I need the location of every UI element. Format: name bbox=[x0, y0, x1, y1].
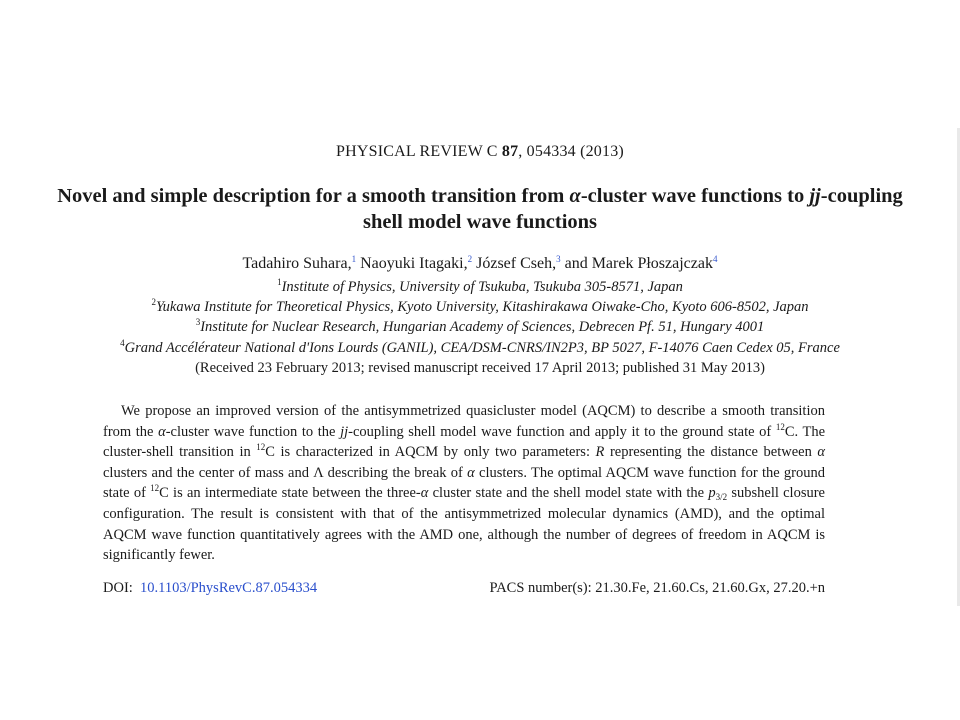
title-part1: Novel and simple description for a smooth transition from bbox=[57, 185, 570, 207]
abstract-superscript: 12 bbox=[775, 421, 785, 432]
author-list bbox=[0, 255, 960, 273]
abstract-symbol: α bbox=[817, 444, 825, 461]
affiliation-text: Institute for Nuclear Research, Hungarian Academy of Sciences, Debrecen Pf. 51, Hungary 4001 bbox=[200, 319, 765, 335]
affiliation-text: Institute of Physics, University of Tsukuba, Tsukuba 305-8571, Japan bbox=[281, 279, 683, 295]
author-name: József Cseh, bbox=[472, 255, 557, 272]
abstract-text: subshell closure configuration. The result is consistent with that of the antisymmetrized molecular dynamics (AMD), and the optimal AQCM wave function quantitatively agrees with the AMD one, although the number of degrees of freedom in AQCM is significantly fewer. bbox=[103, 485, 825, 564]
abstract-symbol: α bbox=[420, 485, 429, 502]
affiliation-number: 1 bbox=[277, 277, 282, 287]
author-name: Naoyuki Itagaki, bbox=[356, 255, 468, 272]
affiliation-text: Yukawa Institute for Theoretical Physics, Kyoto University, Kitashirakawa Oiwake-Cho, Kyoto 606-8502, Japan bbox=[155, 299, 809, 315]
affiliation-text: Grand Accélérateur National d'Ions Lourds (GANIL), CEA/DSM-CNRS/IN2P3, BP 5027, F-14076 Caen Cedex 05, France bbox=[124, 340, 840, 356]
abstract-symbol: p bbox=[708, 485, 716, 502]
abstract bbox=[103, 401, 825, 566]
journal-article: , 054334 (2013) bbox=[518, 143, 624, 160]
author-name: and Marek Płoszajczak bbox=[560, 255, 713, 272]
abstract-text: C is an intermediate state between the three- bbox=[159, 485, 421, 502]
pacs-numbers: PACS number(s): 21.30.Fe, 21.60.Cs, 21.60.Gx, 27.20.+n bbox=[489, 580, 825, 596]
title-jj: jj bbox=[809, 185, 821, 207]
author-affil-link[interactable]: 3 bbox=[556, 254, 561, 264]
journal-volume: 87 bbox=[501, 143, 519, 160]
received-dates: (Received 23 February 2013; revised manuscript received 17 April 2013; published 31 May 2013) bbox=[195, 360, 765, 376]
abstract-subscript: 3/2 bbox=[715, 492, 728, 503]
author-affil-link[interactable]: 1 bbox=[351, 254, 357, 264]
title-part3: -coupling bbox=[820, 185, 903, 207]
affiliation bbox=[0, 279, 960, 296]
abstract-symbol: α bbox=[158, 423, 166, 440]
title-alpha: α bbox=[569, 185, 581, 207]
doi-link[interactable]: 10.1103/PhysRevC.87.054334 bbox=[140, 580, 318, 596]
author-affil-link[interactable]: 4 bbox=[712, 254, 718, 264]
affiliation bbox=[0, 299, 960, 316]
title-line2: shell model wave functions bbox=[362, 211, 598, 233]
author-name: Tadahiro Suhara, bbox=[242, 255, 352, 272]
abstract-text: clusters and the center of mass and Λ describing the break of bbox=[103, 464, 468, 481]
paper-title bbox=[8, 183, 952, 235]
affiliation bbox=[0, 340, 960, 357]
abstract-superscript: 12 bbox=[256, 442, 266, 453]
abstract-text: C is characterized in AQCM by only two parameters: bbox=[265, 444, 596, 461]
author-affil-link[interactable]: 2 bbox=[467, 254, 473, 264]
abstract-superscript: 12 bbox=[150, 483, 160, 494]
doi-label: DOI: bbox=[103, 580, 133, 596]
affiliation-number: 4 bbox=[120, 338, 125, 348]
abstract-text: -cluster wave function to the bbox=[165, 423, 341, 440]
abstract-symbol: α bbox=[467, 464, 475, 481]
affiliation-number: 2 bbox=[151, 297, 156, 307]
abstract-text: C. The cluster-shell transition in bbox=[103, 423, 826, 461]
journal-header bbox=[0, 143, 960, 161]
abstract-text: clusters. The optimal AQCM wave function for the ground state of bbox=[103, 464, 826, 502]
affiliation bbox=[0, 319, 960, 336]
abstract-text: cluster state and the shell model state with the bbox=[428, 485, 709, 502]
abstract-symbol: R bbox=[595, 444, 605, 461]
abstract-text: -coupling shell model wave function and apply it to the ground state of bbox=[348, 423, 776, 440]
affiliation-number: 3 bbox=[195, 317, 201, 327]
abstract-text: representing the distance between bbox=[604, 444, 818, 461]
title-part2: -cluster wave functions to bbox=[580, 185, 810, 207]
journal-name: PHYSICAL REVIEW C bbox=[336, 143, 502, 160]
abstract-symbol: jj bbox=[340, 423, 349, 440]
abstract-text: We propose an improved version of the antisymmetrized quasicluster model (AQCM) to describe a smooth transition from the bbox=[103, 403, 825, 440]
